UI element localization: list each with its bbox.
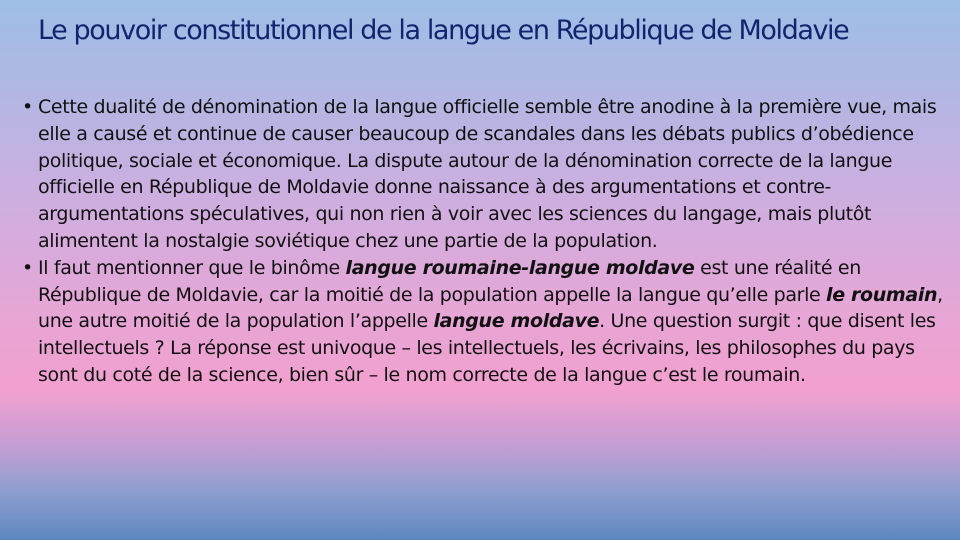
bullet-item: [20, 255, 945, 389]
paragraph-text: . Une question surgit : que disent les intellectuels ? La réponse est univoque – les intellectuels, les écrivains, les philosophes du pays sont du coté de la science, bien sûr – le nom correcte de la langue c’est le roumain.: [38, 310, 936, 386]
emphasized-term: langue roumaine-langue moldave: [345, 256, 695, 279]
paragraph-text: Il faut mentionner que le binôme: [38, 256, 346, 279]
paragraph-text: est une réalité en République de Moldavie, car la moitié de la population appelle la langue qu’elle parle: [38, 256, 861, 306]
paragraph-text: , une autre moitié de la population l’appelle: [38, 283, 943, 333]
bullet-list: [20, 94, 945, 389]
emphasized-term: langue moldave: [433, 310, 600, 333]
bullet-marker: •: [22, 96, 33, 118]
emphasized-term: le roumain: [826, 283, 938, 306]
bullet-marker: •: [22, 256, 33, 279]
bullet-item: [20, 94, 945, 255]
slide-title: Le pouvoir constitutionnel de la langue en République de Moldavie: [38, 15, 849, 46]
paragraph-text: Cette dualité de dénomination de la langue officielle semble être anodine à la première vue, mais elle a causé et continue de causer beaucoup de scandales dans les débats publics d’obédience politique, sociale et économique. La dispute autour de la dénomination correcte de la langue officielle en République de Moldavie donne naissance à des argumentations et contre-argumentations spéculatives, qui non rien à voir avec les sciences du langage, mais plutôt alimentent la nostalgie soviétique chez une partie de la population.: [38, 96, 937, 252]
